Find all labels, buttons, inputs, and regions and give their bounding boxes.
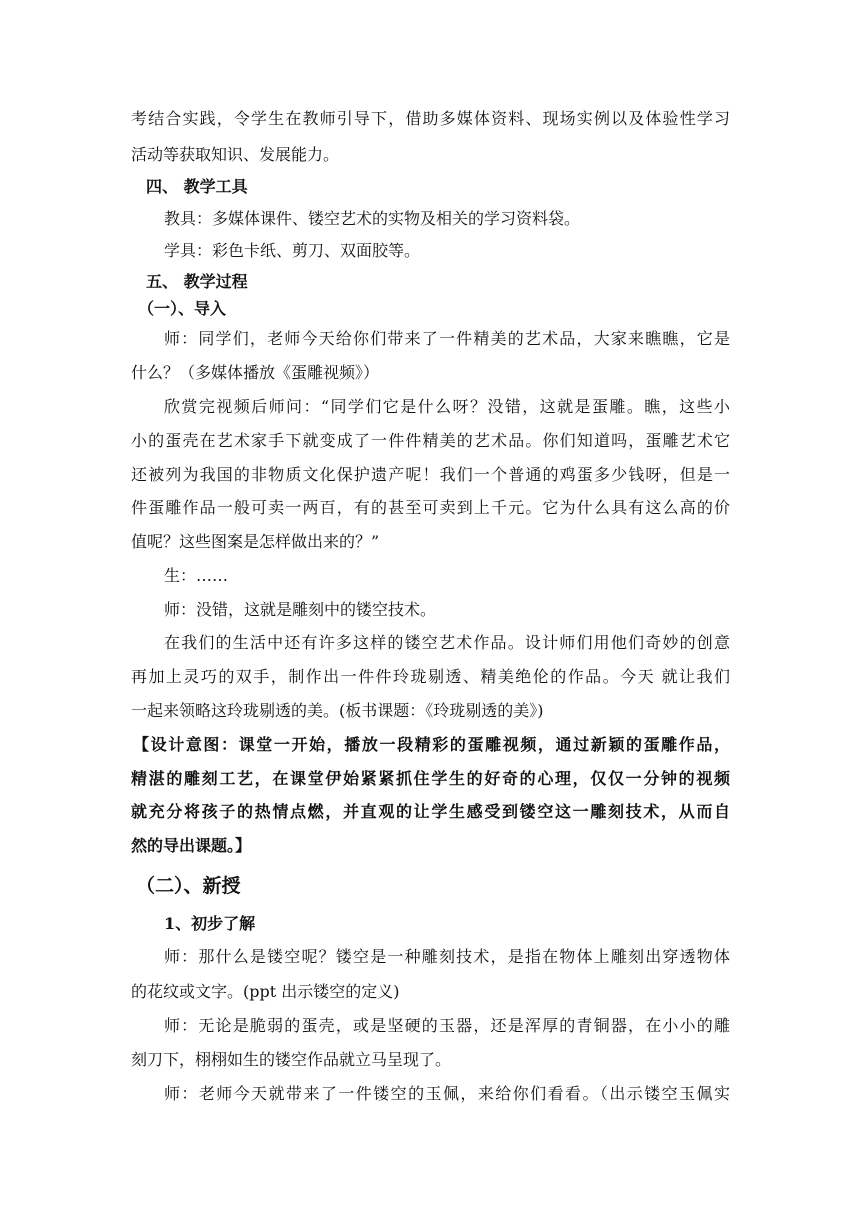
paragraph-line: 活动等获取知识、发展能力。 (131, 145, 340, 164)
paragraph-line: 值呢？这些图案是怎样做出来的？” (131, 532, 380, 551)
paragraph-line: 还被列为我国的非物质文化保护遗产呢！我们一个普通的鸡蛋多少钱呀，但是一 (131, 465, 730, 484)
paragraph-line: 师：没错，这就是雕刻中的镂空技术。 (164, 600, 437, 619)
paragraph-line: 刻刀下，栩栩如生的镂空作品就立马呈现了。 (131, 1050, 452, 1069)
design-intent-line: 精湛的雕刻工艺，在课堂伊始紧紧抓住学生的好奇的心理，仅仅一分钟的视频 (131, 769, 730, 788)
paragraph-line: 师：老师今天就带来了一件镂空的玉佩，来给你们看看。（出示镂空玉佩实 (164, 1084, 730, 1103)
section-heading: 五、 教学过程 (146, 272, 248, 291)
design-intent-line: 【设计意图：课堂一开始，播放一段精彩的蛋雕视频，通过新颖的蛋雕作品， (133, 735, 730, 754)
paragraph-line: 小的蛋壳在艺术家手下就变成了一件件精美的艺术品。你们知道吗，蛋雕艺术它 (131, 431, 730, 450)
paragraph-line: 师：那什么是镂空呢？镂空是一种雕刻技术，是指在物体上雕刻出穿透物体 (164, 947, 730, 966)
subsection-heading: （二）、新授 (136, 875, 241, 897)
section-heading: 四、 教学工具 (146, 177, 248, 196)
paragraph-line: 在我们的生活中还有许多这样的镂空艺术作品。设计师们用他们奇妙的创意 (164, 633, 730, 652)
paragraph-line: 欣赏完视频后师问：“同学们它是什么呀？没错，这就是蛋雕。瞧，这些小 (164, 397, 730, 416)
paragraph-line: 教具：多媒体课件、镂空艺术的实物及相关的学习资料袋。 (164, 209, 581, 228)
paragraph-line: 什么？（多媒体播放《蛋雕视频》） (131, 363, 380, 382)
paragraph-line: 件蛋雕作品一般可卖一两百，有的甚至可卖到上千元。它为什么具有这么高的价 (131, 498, 730, 517)
subsection-heading: （一）、导入 (138, 299, 227, 318)
paragraph-line: 学具：彩色卡纸、剪刀、双面胶等。 (164, 241, 421, 260)
paragraph-line: 考结合实践，令学生在教师引导下，借助多媒体资料、现场实例以及体验性学习 (131, 109, 730, 128)
paragraph-line: 生：…… (164, 566, 229, 585)
paragraph-line: 再加上灵巧的双手，制作出一件件玲珑剔透、精美绝伦的作品。今天 就让我们 (131, 667, 730, 686)
paragraph-line: 师：无论是脆弱的蛋壳，或是坚硬的玉器，还是浑厚的青铜器，在小小的雕 (164, 1016, 730, 1035)
paragraph-line: 师：同学们，老师今天给你们带来了一件精美的艺术品，大家来瞧瞧，它是 (164, 329, 730, 348)
paragraph-line: 的花纹或文字。(ppt 出示镂空的定义) (131, 982, 400, 1001)
paragraph-line: 一起来领略这玲珑剔透的美。(板书课题：《玲珑剔透的美》) (131, 701, 544, 720)
step-heading: 1、初步了解 (164, 914, 256, 933)
design-intent-line: 就充分将孩子的热情点燃，并直观的让学生感受到镂空这一雕刻技术，从而自 (131, 802, 730, 821)
design-intent-line: 然的导出课题。】 (131, 836, 252, 855)
